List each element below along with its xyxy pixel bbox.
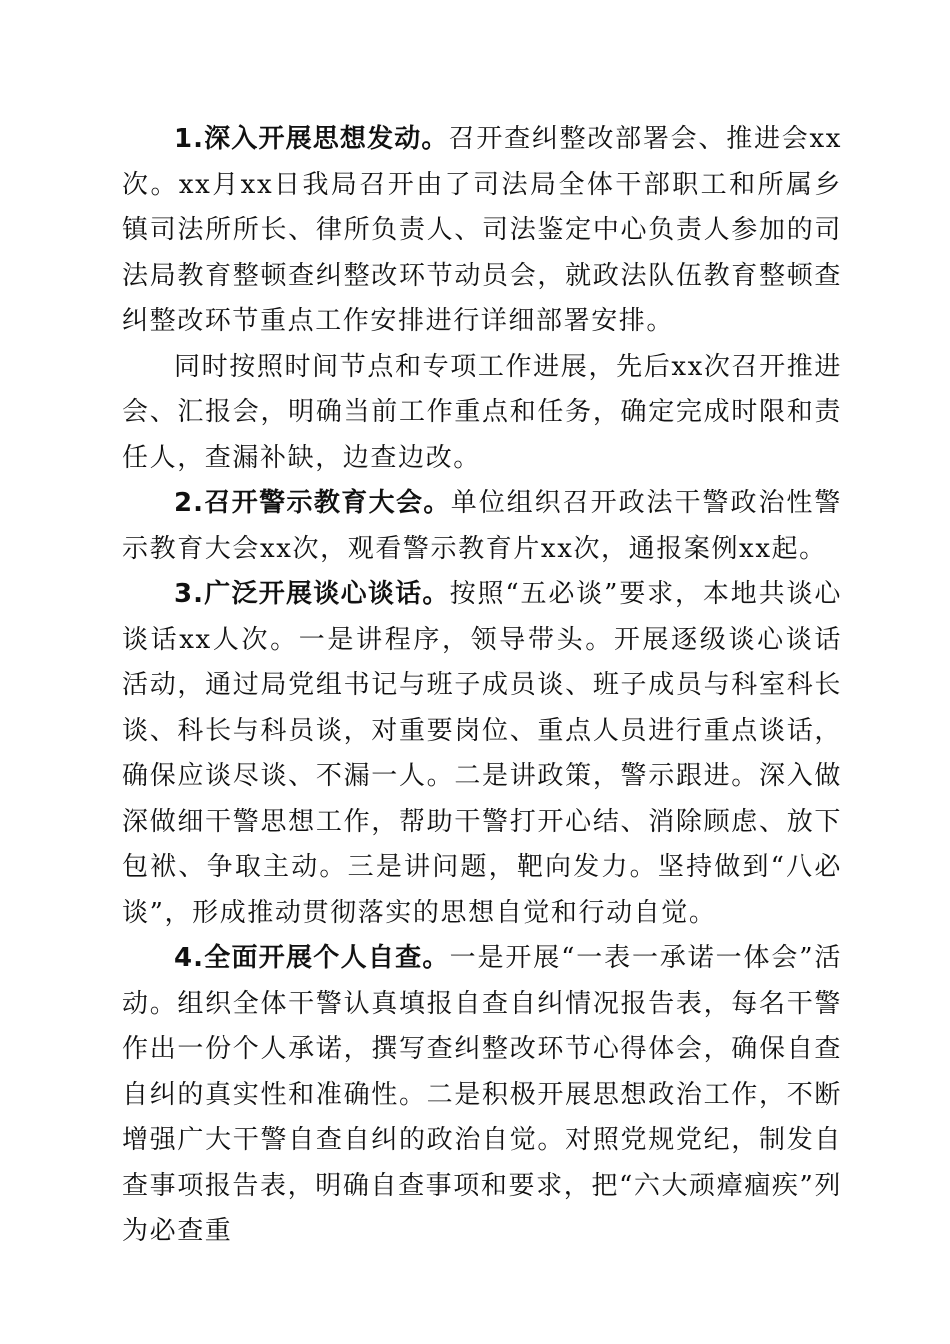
paragraph-5-text: 一是开展“一表一承诺一体会”活动。组织全体干警认真填报自查自纠情况报告表，每名干警作出一份个人承诺，撰写查纠整改环节心得体会，确保自查自纠的真实性和准确性。二是积极开展思想政治工作，不断增强广大干警自查自纠的政治自觉。对照党规党纪，制发自查事项报告表，明确自查事项和要求，把“六大顽瘴痼疾”列为必查重 [122, 943, 842, 1246]
paragraph-3-heading: 2.召开警示教育大会。 [174, 488, 451, 518]
paragraph-2 [122, 345, 842, 482]
paragraph-4-text: 按照“五必谈”要求，本地共谈心谈话xx人次。一是讲程序，领导带头。开展逐级谈心谈话活动，通过局党组书记与班子成员谈、班子成员与科室科长谈、科长与科员谈，对重要岗位、重点人员进行重点谈话，确保应谈尽谈、不漏一人。二是讲政策，警示跟进。深入做深做细干警思想工作，帮助干警打开心结、消除顾虑、放下包袱、争取主动。三是讲问题，靶向发力。坚持做到“八必谈”，形成推动贯彻落实的思想自觉和行动自觉。 [122, 579, 842, 928]
paragraph-1-text: 召开查纠整改部署会、推进会xx次。xx月xx日我局召开由了司法局全体干部职工和所属乡镇司法所所长、律所负责人、司法鉴定中心负责人参加的司法局教育整顿查纠整改环节动员会，就政法队伍教育整顿查纠整改环节重点工作安排进行详细部署安排。 [122, 124, 842, 336]
paragraph-3-text: 单位组织召开政法干警政治性警示教育大会xx次，观看警示教育片xx次，通报案例xx起。 [122, 488, 842, 564]
paragraph-3 [122, 481, 842, 572]
paragraph-5-heading: 4.全面开展个人自查。 [174, 943, 450, 973]
paragraph-4 [122, 572, 842, 936]
paragraph-1 [122, 117, 842, 345]
paragraph-2-text: 同时按照时间节点和专项工作进展，先后xx次召开推进会、汇报会，明确当前工作重点和任务，确定完成时限和责任人，查漏补缺，边查边改。 [122, 351, 842, 473]
paragraph-1-heading: 1.深入开展思想发动。 [174, 124, 449, 154]
paragraph-5 [122, 936, 842, 1255]
document-body [122, 117, 842, 1255]
paragraph-4-heading: 3.广泛开展谈心谈话。 [174, 579, 450, 609]
